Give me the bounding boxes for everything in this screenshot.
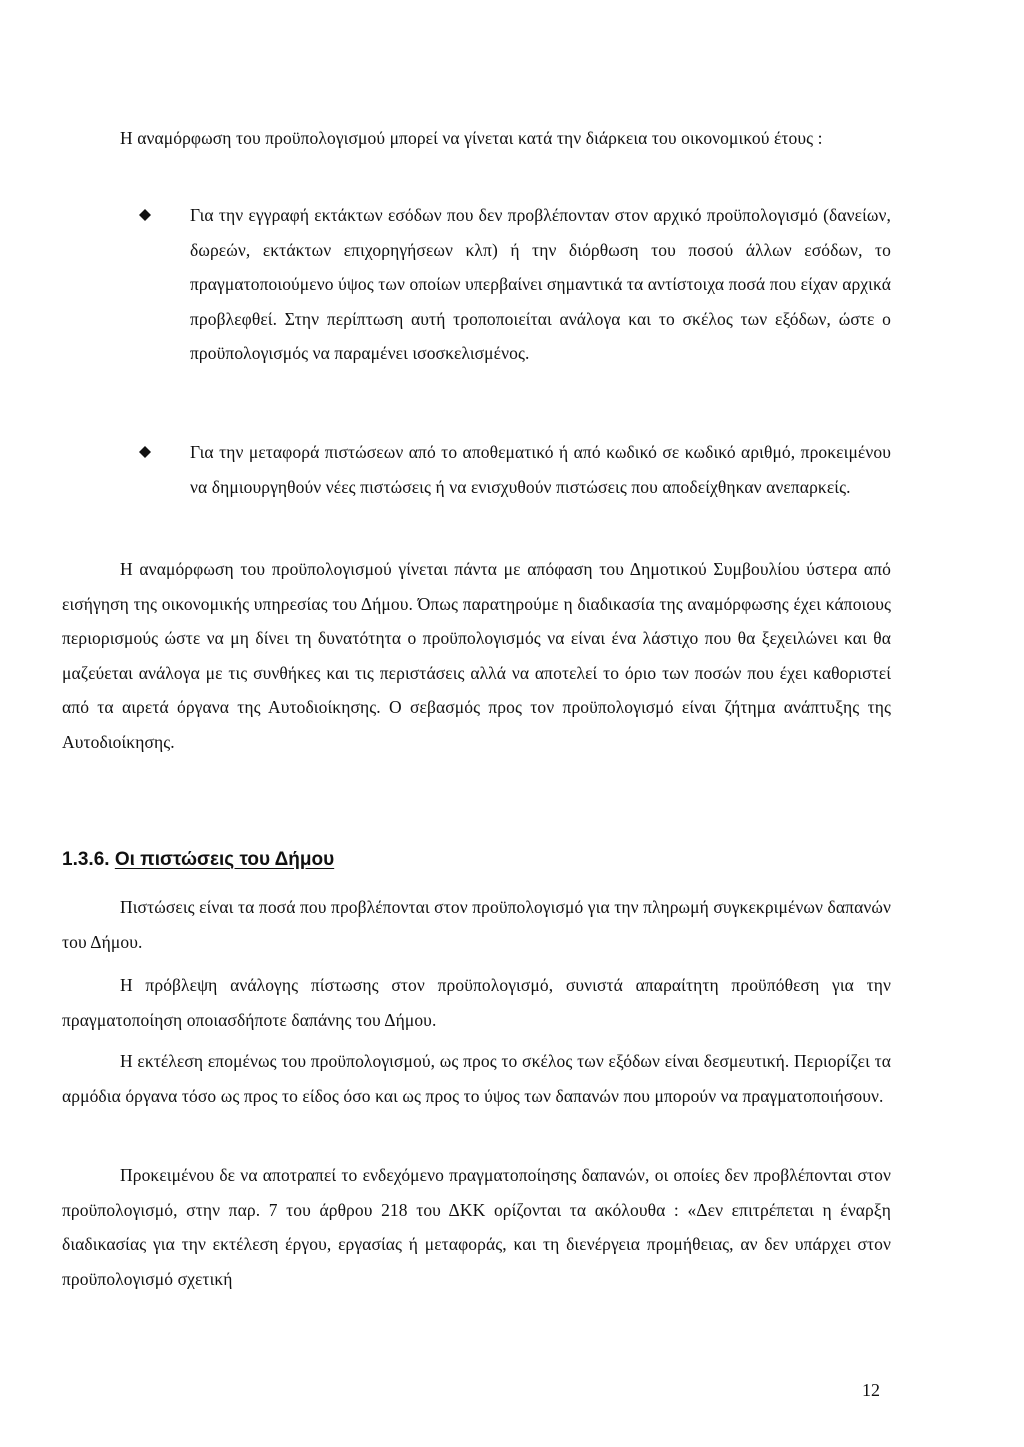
paragraph-council-decision: Η αναμόρφωση του προϋπολογισμού γίνεται πάντα με απόφαση του Δημοτικού Συμβουλίου ύστερα από εισήγηση της οικονομικής υπηρεσίας του Δήμου. Όπως παρατηρούμε η διαδικασία της αναμόρφωσης έχει κάποιους περιορισμούς ώστε να μη δίνει τη δυνατότητα ο προϋπολογισμός να είναι ένα λάστιχο που θα ξεχειλώνει και θα μαζεύεται ανάλογα με τις συνθήκες και τις περιστάσεις αλλά να αποτελεί το όριο των ποσών που έχει καθοριστεί από τα αιρετά όργανα της Αυτοδιοίκησης. Ο σεβασμός προς τον προϋπολογισμό είναι ζήτημα ανάπτυξης της Αυτοδιοίκησης. <box>62 559 891 752</box>
bullet-item-credit-transfer: Για την μεταφορά πιστώσεων από το αποθεματικό ή από κωδικό σε κωδικό αριθμό, προκειμένου να δημιουργηθούν νέες πιστώσεις ή να ενισχυθούν πιστώσεις που αποδείχθηκαν ανεπαρκείς. <box>190 442 891 497</box>
bullet-item-extraordinary-revenue: Για την εγγραφή εκτάκτων εσόδων που δεν προβλέπονταν στον αρχικό προϋπολογισμό (δανείων, δωρεών, εκτάκτων επιχορηγήσεων κλπ) ή την διόρθωση του ποσού άλλων εσόδων, το πραγματοποιούμενο ύψος των οποίων υπερβαίνει σημαντικά τα αντίστοιχα ποσά που είχαν αρχικά προβλεφθεί. Στην περίπτωση αυτή τροποποιείται ανάλογα και το σκέλος των εξόδων, ώστε ο προϋπολογισμός να παραμένει ισοσκελισμένος. <box>190 205 891 364</box>
diamond-bullet-icon <box>139 209 151 221</box>
section-title: Οι πιστώσεις του Δήμου <box>114 849 335 870</box>
section-heading <box>62 846 334 874</box>
diamond-bullet-icon <box>139 446 151 458</box>
paragraph-prevent-expenses: Προκειμένου δε να αποτραπεί το ενδεχόμενο πραγματοποίησης δαπανών, οι οποίες δεν προβλέπονται στον προϋπολογισμό, στην παρ. 7 του άρθρου 218 του ΔΚΚ ορίζονται τα ακόλουθα : «Δεν επιτρέπεται η έναρξη διαδικασίας για την εκτέλεση έργου, εργασίας ή μεταφοράς, και τη διενέργεια προμήθειας, αν δεν υπάρχει στον προϋπολογισμό σχετική <box>62 1165 891 1289</box>
paragraph-credit-provision: Η πρόβλεψη ανάλογης πίστωσης στον προϋπολογισμό, συνιστά απαραίτητη προϋπόθεση για την πραγματοποίηση οποιασδήποτε δαπάνης του Δήμου. <box>62 975 891 1030</box>
page-number: 12 <box>862 1380 880 1400</box>
paragraph-credits-definition: Πιστώσεις είναι τα ποσά που προβλέπονται στον προϋπολογισμό για την πληρωμή συγκεκριμένων δαπανών του Δήμου. <box>62 897 891 952</box>
section-number: 1.3.6. <box>62 849 110 870</box>
paragraph-budget-execution: Η εκτέλεση επομένως του προϋπολογισμού, ως προς το σκέλος των εξόδων είναι δεσμευτική. Περιορίζει τα αρμόδια όργανα τόσο ως προς το είδος όσο και ως προς το ύψος των δαπανών που μπορούν να πραγματοποιήσουν. <box>62 1051 891 1106</box>
paragraph-intro: Η αναμόρφωση του προϋπολογισμού μπορεί να γίνεται κατά την διάρκεια του οικονομικού έτους : <box>120 128 823 148</box>
